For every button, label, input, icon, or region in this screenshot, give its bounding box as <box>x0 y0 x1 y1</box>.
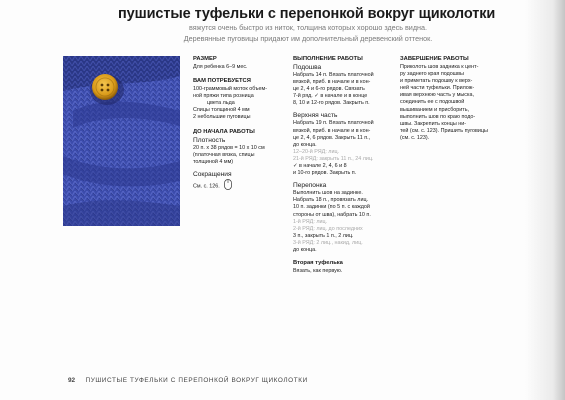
sole-line: це 2, 4 и 6-го рядов. Связать <box>293 86 365 93</box>
materials-heading: ВАМ ПОТРЕБУЕТСЯ <box>193 78 251 85</box>
finishing-line: тей (см. с. 123). Пришить пуговицы <box>400 127 488 134</box>
finishing-line: Приколоть шов задника к цент- <box>400 64 479 70</box>
materials-line: Спицы толщиной 4 мм <box>193 107 250 114</box>
strap-row: до конца. <box>293 246 317 253</box>
strap-row: 3-й РЯД: 2 лиц., накид, лиц. <box>293 239 363 246</box>
top-row: 12–20-й РЯД: лиц. <box>293 148 340 155</box>
finishing-line: соединить ее с подошвой <box>400 99 465 106</box>
column-instructions <box>293 56 389 275</box>
finishing-line: ней части туфельки. Прилож- <box>400 85 475 92</box>
strap-row: 3 п., закрыть 1 п., 2 лиц. <box>293 232 354 239</box>
sole-line: 8, 10 и 12-го рядов. Закрыть п. <box>293 100 370 107</box>
abbreviations-label-text: Сокращения <box>193 170 232 178</box>
top-line: до конца. <box>293 141 317 148</box>
strap-label: Перепонка <box>293 182 327 190</box>
top-line: це 2, 4, 6 рядов. Закрыть 11 п., <box>293 134 371 141</box>
strap-line: стороны от шва), набрать 10 п. <box>293 211 371 218</box>
second-slipper-heading: Вторая туфелька <box>293 260 343 267</box>
abbreviations-label <box>193 171 283 179</box>
page-subtitle <box>148 23 468 44</box>
sole-line: 7-й ряд. ✓ в начале и в конце <box>293 93 368 100</box>
size-heading: РАЗМЕР <box>193 56 217 62</box>
density-label: Плотность <box>193 136 226 144</box>
top-line: Набрать 19 п. Вязать платочной <box>293 120 374 127</box>
strap-row: 1-й РЯД: лиц. <box>293 218 328 225</box>
strap-line: 10 п. задинки (по 5 п. с каждой <box>293 204 370 211</box>
page-footer <box>68 377 308 384</box>
abbreviations-ref: См. с. 126. <box>193 183 220 190</box>
running-title: ПУШИСТЫЕ ТУФЕЛЬКИ С ПЕРЕПОНКОЙ ВОКРУГ ЩИКОЛОТКИ <box>85 377 308 384</box>
density-line: 20 п. х 38 рядов = 10 х 10 см <box>193 144 265 151</box>
density-line: толщиной 4 мм) <box>193 158 234 165</box>
sole-line: вязкой, приб. в начале и в кон- <box>293 79 371 86</box>
finishing-line: (см. с. 123). <box>400 134 430 141</box>
second-slipper-text: Вязать, как первую. <box>293 268 343 275</box>
subtitle-line: Деревянные пуговицы придают им дополнительный деревенский оттенок. <box>183 33 433 43</box>
top-row: и 10-го рядов. Закрыть п. <box>293 170 357 177</box>
finishing-line: вышиванием и присборить, <box>400 106 470 113</box>
column-requirements <box>193 56 283 200</box>
finishing-heading: ЗАВЕРШЕНИЕ РАБОТЫ <box>400 56 469 62</box>
finishing-line: и приметать подошву к верх- <box>400 78 473 85</box>
density-line: (платочная вязка, спицы <box>193 151 255 158</box>
materials-line: 100-граммовый моток объем- <box>193 86 268 93</box>
materials-line: ной пряжи типа розница <box>193 93 254 100</box>
book-spine-shadow <box>525 0 565 400</box>
strap-row: 2-й РЯД: лиц. до последних <box>293 225 363 232</box>
sole-line: Набрать 14 п. Вязать платочной <box>293 72 374 78</box>
abbreviations-ref-row <box>193 179 283 193</box>
work-heading: ВЫПОЛНЕНИЕ РАБОТЫ <box>293 56 363 62</box>
strap-line: Набрать 18 п., провязать лиц. <box>293 197 369 204</box>
before-start-heading: ДО НАЧАЛА РАБОТЫ <box>193 128 255 135</box>
materials-line: 2 небольшие пуговицы <box>193 114 251 121</box>
page-number: 92 <box>68 377 76 384</box>
finishing-line: ру заднего края подошвы <box>400 71 464 78</box>
top-part-label: Верхняя часть <box>293 112 338 120</box>
slipper-photo <box>63 56 180 226</box>
finishing-line: швы. Закрепить концы ни- <box>400 120 467 127</box>
top-line: вязкой, приб. в начале и в кон- <box>293 127 371 134</box>
size-text: Для ребенка 6–9 мес. <box>193 64 248 70</box>
subtitle-line: вяжутся очень быстро из ниток, толщина которых хорошо здесь видна. <box>189 23 427 32</box>
finishing-line: выполнить шов по краю подо- <box>400 113 476 120</box>
materials-line: цвета льда <box>207 100 235 107</box>
column-finishing <box>400 56 496 142</box>
sole-label: Подошва <box>293 64 322 71</box>
page-title: пушистые туфельки с перепонкой вокруг щиколотки <box>118 6 496 22</box>
top-row: ✓ в начале 2, 4, 6 и 8 <box>293 163 347 170</box>
strap-line: Выполнить шов на задинке. <box>293 190 363 197</box>
top-row: 21-й РЯД: закрыть 11 п., 24 лиц. <box>293 155 374 162</box>
finishing-line: ивая верхнюю часть у мыска, <box>400 92 474 99</box>
mouse-icon <box>224 179 232 193</box>
